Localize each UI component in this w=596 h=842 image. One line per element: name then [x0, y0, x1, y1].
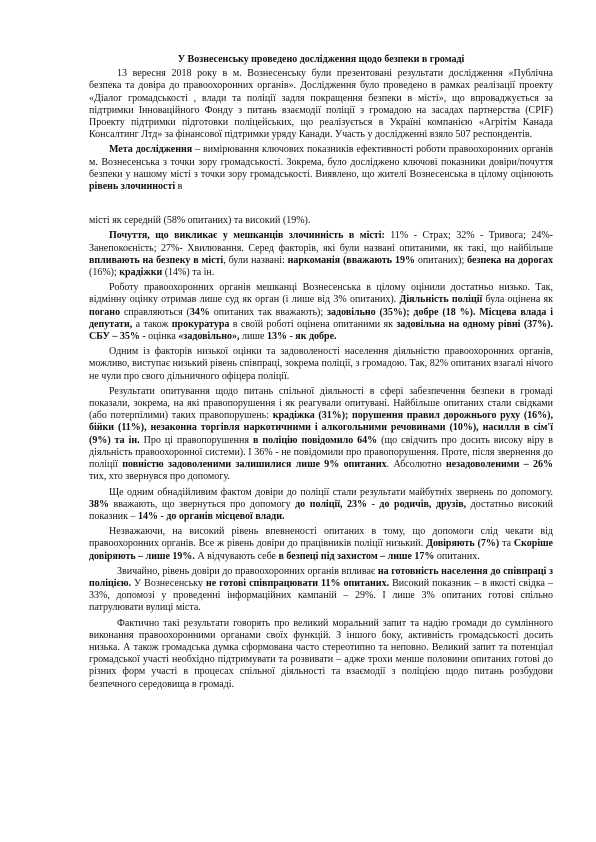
text-run-bold: повністю задоволеними залишилися лише 9% опитаних: [122, 459, 387, 471]
text-run-bold: 38%: [89, 498, 109, 510]
text-run: Про ці правопорушення: [139, 434, 253, 446]
text-run-bold: Почуття, що викликає у мешканців злочинність в місті:: [109, 230, 385, 242]
text-run-bold: рівень злочинності: [89, 181, 176, 193]
paragraph-trust: [89, 526, 553, 563]
text-run-bold: 13% - як добре.: [266, 331, 337, 343]
text-run-bold: в безпеці під захистом – лише 17%: [278, 550, 435, 562]
text-run: та: [499, 538, 514, 550]
text-run-bold: безпека на дорогах: [467, 254, 553, 266]
text-run-bold: до поліції, 23% - до родичів, друзів,: [295, 498, 467, 510]
text-run-bold: не готові співпрацювати 11% опитаних.: [205, 577, 390, 589]
text-run: 11% - Страх; 32% - Тривога; 24%- Занепокоєність; 27%- Хвилювання. Серед факторів, які були названі опитаними, як такі, що найбільше: [89, 230, 553, 254]
text-run-bold: Скоріше довіряють – лише 19%.: [89, 538, 553, 562]
text-run: а також: [132, 318, 172, 330]
text-run-bold: 14% - до органів місцевої влади.: [138, 510, 285, 522]
goal-label: Мета дослідження: [109, 144, 193, 156]
text-run: , були названі:: [223, 254, 288, 266]
paragraph-goal: [89, 144, 553, 193]
text-run: Результати опитування щодо питань спільної діяльності в сфері забезпечення безпеки в громаді показали, зокрема, на які правопорушення і як реагували опитувані. Найбільше опитаних стали свідками (або потерпілими) таких правопорушень:: [89, 385, 553, 422]
text-run: в своїй роботі оцінена опитаними як: [229, 318, 397, 330]
text-run-bold: в поліцію повідомило 64%: [252, 434, 378, 446]
paragraph-readiness: [89, 566, 553, 615]
text-run: У Вознесенську: [131, 577, 206, 589]
text-run-bold: незадоволеними – 26%: [445, 459, 553, 471]
text-run-bold: 34%: [189, 306, 210, 318]
paragraph-offenses: [89, 386, 553, 484]
text-run: в: [175, 181, 183, 193]
text-run: Ще одним обнадійливим фактом довіри до поліції стали результати майбутніх звернень по допомогу.: [109, 486, 553, 498]
text-run: Високий показник – в якості свідка – 33%, допомозі у проведенні інформаційних кампаній – 29%. І лише 3% опитаних готові спільно патрулювати вулиці міста.: [89, 577, 553, 614]
text-run: А відчувають себе: [194, 550, 279, 562]
text-run: . Абсолютно: [386, 459, 446, 471]
paragraph-feelings: [89, 230, 553, 279]
text-run: оцінка: [145, 331, 179, 343]
text-run: вважають, що звернуться про допомогу: [109, 498, 296, 510]
paragraph-future-requests: [89, 487, 553, 524]
document-title: У Вознесенську проведено дослідження щодо безпеки в громаді: [177, 54, 465, 65]
text-run-bold: Довіряють (7%): [426, 538, 500, 550]
text-run: тих, хто звернувся про допомогу.: [89, 471, 230, 483]
text-run-bold: Діяльність поліції: [399, 294, 483, 306]
text-run-bold: крадіжка (31%); порушення правил дорожнього руху (16%), бійки (11%), незаконна торгівля наркотичними і алкогольними речовинами (10%), насилля в сім'ї (9%) та ін.: [89, 410, 553, 446]
text-run: достатньо високий показник –: [89, 498, 553, 522]
text-run: (16%);: [89, 267, 120, 279]
text-run-bold: задовільно (35%); добре (18 %). Місцева влада і депутати,: [89, 306, 554, 330]
text-run-bold: впливають на безпеку в місті: [89, 254, 224, 266]
text-run: – вимірювання ключових показників ефективності роботи правоохоронних органів м. Вознесенська з точки зору громадськості. Зокрема, було досліджено ключові показники довіри/почуття безпеки у нашому місті з точки зору громадськості. Виявлено, що жителі Вознесенська в цілому оцінюють: [89, 144, 553, 180]
text-run-bold: «задовільно»,: [178, 331, 240, 343]
text-run: була оцінена як: [482, 294, 553, 306]
text-run: опитаних так вважають);: [209, 306, 328, 318]
paragraph-goal-continued: місті як середній (58% опитаних) та високий (19%).: [89, 215, 311, 227]
text-run: опитаних);: [414, 254, 468, 266]
text-run: лише: [239, 331, 267, 343]
text-run-bold: на готовність населення до співпраці з поліцією.: [89, 565, 553, 589]
text-run: (що свідчить про досить високу віру в діяльність правоохоронної системи). І 36% - не повідомили про правопорушення. Проте, після звернення до поліції: [89, 434, 553, 471]
text-run-bold: прокуратура: [171, 318, 230, 330]
text-run-bold: крадіжки: [119, 267, 163, 279]
text-run-bold: задовільна на одному рівні (37%). СБУ – 35% -: [89, 318, 553, 343]
text-run: опитаних.: [434, 550, 480, 562]
document-page: [89, 54, 553, 694]
text-run-bold: погано: [89, 306, 121, 318]
text-run: Роботу правоохоронних органів мешканці Вознесенська в цілому оцінили достатньо низько. Так, відмінну оцінку отримав лише суд як орган (і лише від 3% опитаних).: [89, 282, 553, 306]
text-run: (14%) та ін.: [162, 267, 215, 279]
paragraph-intro: 13 вересня 2018 року в м. Вознесенську були презентовані результати дослідження «Публічна безпека та довіра до правоохоронних органів». Дослідження було проведено в рамках реалізації проекту «Діалог громадськості , влади та поліції задля покращення безпеки в місті», що впроваджується за підтримки Інноваційного Фонду з питань взаємодії поліції з громадою на засадах партнерства (CPIF) Проекту підтримки підготовки поліцейських, що реалізується в Україні компанією «Агрітім Канада Консалтинг Лтд» за фінансової підтримки уряду Канади. Участь у дослідженні взяло 507 респондентів.: [89, 68, 553, 141]
paragraph-conclusion: Фактично такі результати говорять про великий моральний запит та надію громади до сумлінного виконання правоохоронними органами своїх функцій. З іншого боку, активність громадськості досить низька. А також громадська думка сформована часто стереотипно та неповно. Великий запит та потенціал громадської участі необхідно підтримувати та розвивати – адже трохи менше половини опитаних готові до різних форм участі в процесах спільної діяльності та взаємодії з поліцією щодо питань розбудови безпечного середовища в громаді.: [89, 617, 553, 690]
text-run: Незважаючи, на високий рівень впевненості опитаних в тому, що допомоги слід чекати від правоохоронних органів. Все ж рівень довіри до працівників поліції низький.: [89, 526, 553, 550]
paragraph-ratings: [89, 282, 553, 343]
text-run: справляються (: [120, 306, 190, 318]
paragraph-cooperation: Одним із факторів низької оцінки та задоволеності населення діяльністю правоохоронних органів, можливо, виступає низький рівень співпраці, зокрема поліції, з громадою. Так, 82% опитаних взагалі нічого не чули про свого дільничного офіцера поліції.: [89, 346, 553, 382]
text-run-bold: наркоманія (вважають 19%: [287, 254, 415, 266]
text-run: Звичайно, рівень довіри до правоохоронних органів впливає: [117, 565, 378, 577]
